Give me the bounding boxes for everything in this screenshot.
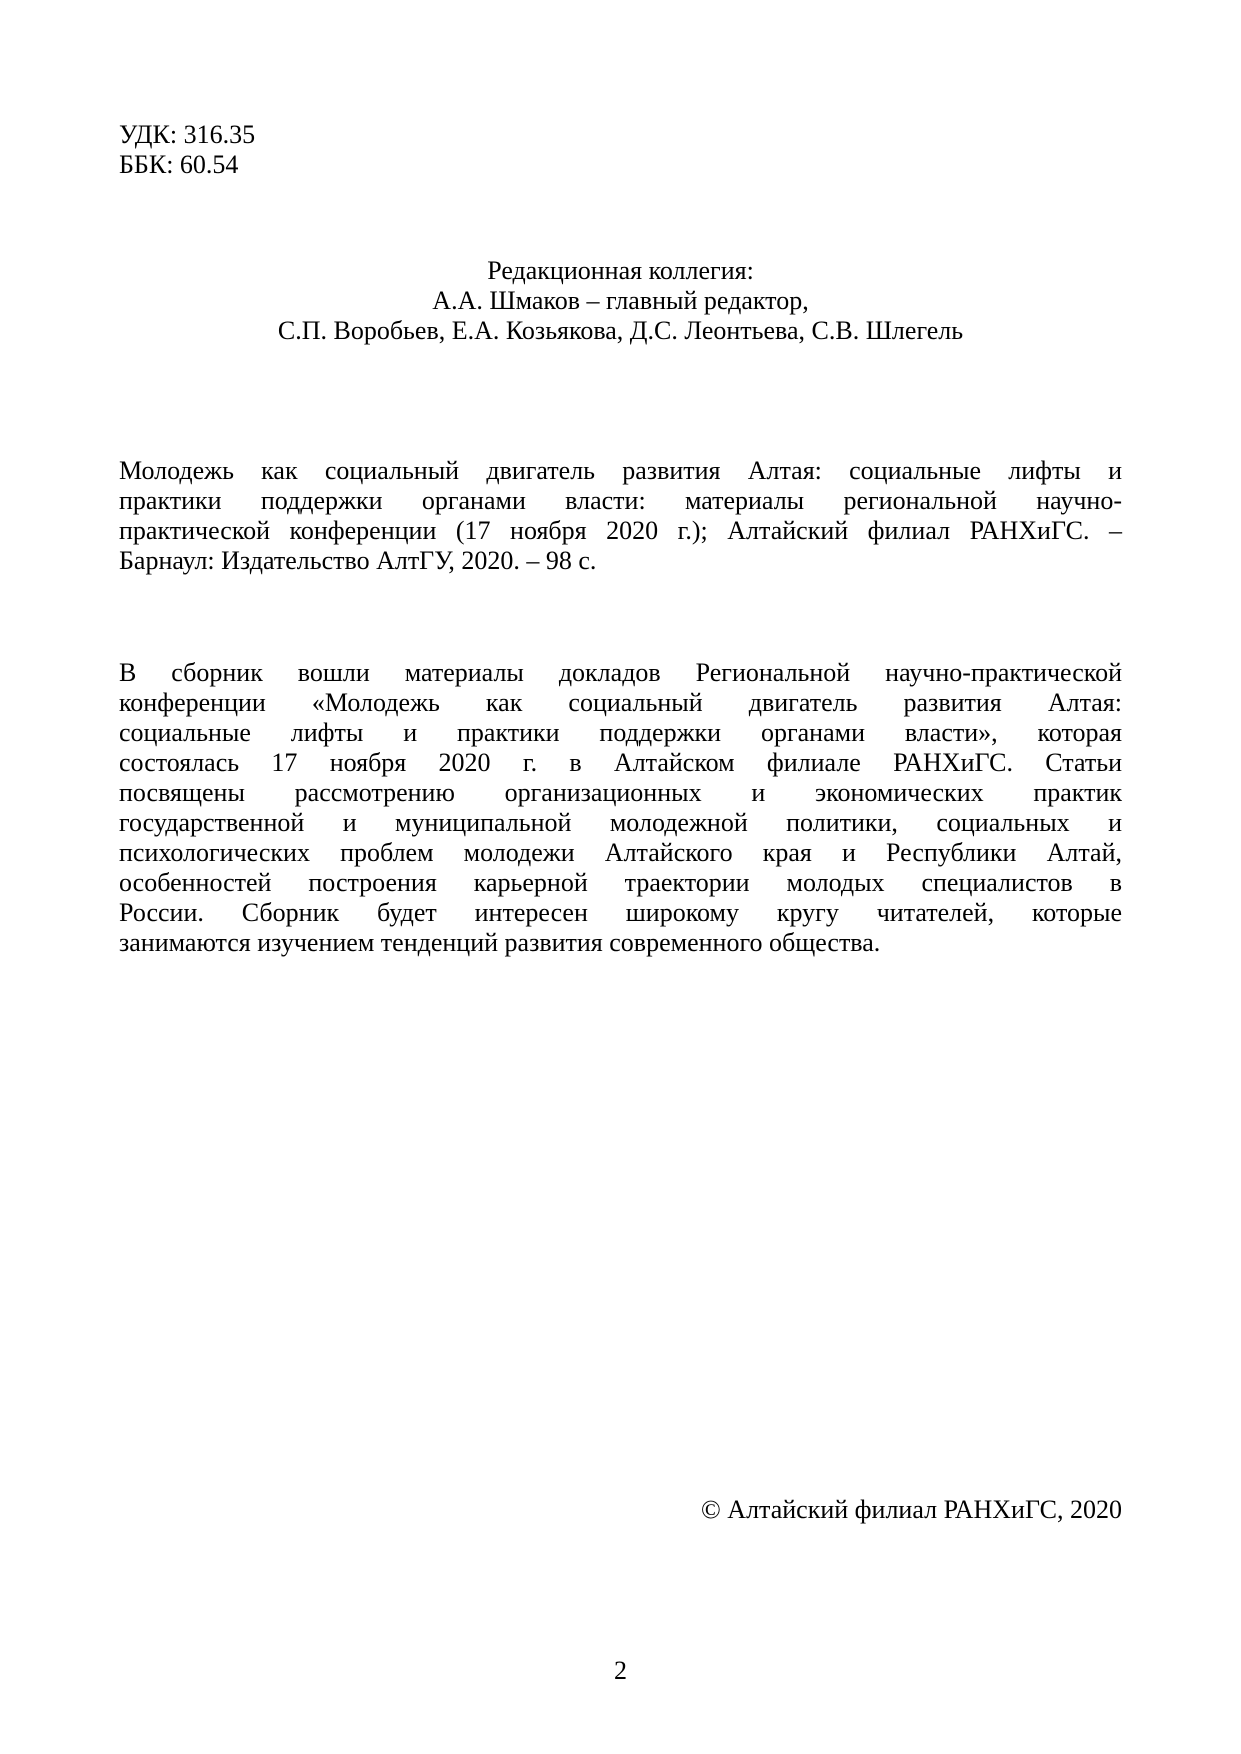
editorial-board: [119, 256, 1122, 346]
citation-line: Молодежь как социальный двигатель развития Алтая: социальные лифты и: [119, 456, 1122, 485]
classification-codes: [119, 120, 519, 180]
chief-editor: А.А. Шмаков – главный редактор,: [432, 286, 809, 315]
citation-line: Барнаул: Издательство АлтГУ, 2020. – 98 с.: [119, 546, 597, 575]
annotation-line: России. Сборник будет интересен широкому кругу читателей, которые: [119, 898, 1122, 927]
annotation-line: психологических проблем молодежи Алтайского края и Республики Алтай,: [119, 838, 1122, 867]
copyright-notice: © Алтайский филиал РАНХиГС, 2020: [701, 1495, 1122, 1524]
annotation-line: государственной и муниципальной молодежной политики, социальных и: [119, 808, 1122, 837]
annotation-line: посвящены рассмотрению организационных и экономических практик: [119, 778, 1122, 807]
bibliographic-citation: [119, 456, 1122, 576]
page-number: 2: [614, 1656, 627, 1685]
citation-line: практики поддержки органами власти: материалы региональной научно-: [119, 486, 1122, 515]
annotation-line: В сборник вошли материалы докладов Региональной научно-практической: [119, 658, 1122, 687]
editorial-board-heading: Редакционная коллегия:: [487, 256, 754, 285]
annotation-line: состоялась 17 ноября 2020 г. в Алтайском филиале РАНХиГС. Статьи: [119, 748, 1122, 777]
annotation-line: социальные лифты и практики поддержки органами власти», которая: [119, 718, 1122, 747]
annotation-line: конференции «Молодежь как социальный двигатель развития Алтая:: [119, 688, 1122, 717]
citation-line: практической конференции (17 ноября 2020 г.); Алтайский филиал РАНХиГС. –: [119, 516, 1122, 545]
udk-code: УДК: 316.35: [119, 120, 256, 149]
annotation-line: занимаются изучением тенденций развития современного общества.: [119, 928, 881, 957]
editorial-board-members: С.П. Воробьев, Е.А. Козьякова, Д.С. Леонтьева, С.В. Шлегель: [277, 316, 964, 345]
bbk-code: ББК: 60.54: [119, 150, 239, 179]
annotation-paragraph: [119, 658, 1122, 958]
annotation-line: особенностей построения карьерной траектории молодых специалистов в: [119, 868, 1122, 897]
